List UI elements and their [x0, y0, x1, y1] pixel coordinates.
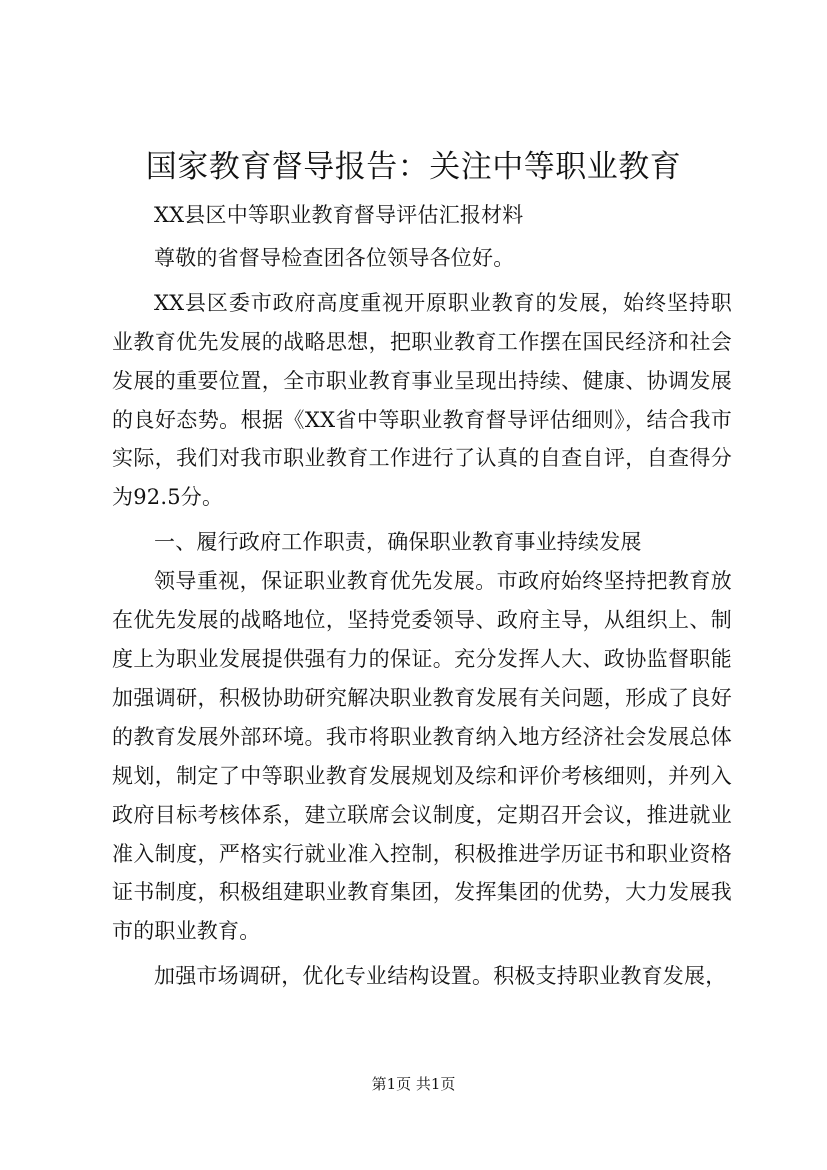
body-paragraph: 加强市场调研，优化专业结构设置。积极支持职业教育发展， — [154, 964, 727, 989]
document-body — [112, 196, 732, 996]
document-title: 国家教育督导报告：关注中等职业教育 — [145, 149, 682, 185]
page-footer: 第1页 共1页 — [371, 1075, 456, 1093]
greeting-line: 尊敬的省督导检查团各位领导各位好。 — [154, 245, 515, 270]
section-heading: 一、履行政府工作职责，确保职业教育事业持续发展 — [154, 530, 642, 555]
body-paragraph: 领导重视，保证职业教育优先发展。市政府始终坚持把教育放在优先发展的战略地位，坚持党委领导、政府主导，从组织上、制度上为职业发展提供强有力的保证。充分发挥人大、政协监督职能加强调研，积极协助研究解决职业教育发展有关问题，形成了良好的教育发展外部环境。我市将职业教育纳入地方经济社会发展总体规划，制定了中等职业教育发展规划及综和评价考核细则，并列入政府目标考核体系，建立联席会议制度，定期召开会议，推进就业准入制度，严格实行就业准入控制，积极推进学历证书和职业资格证书制度，积极组建职业教育集团，发挥集团的优势，大力发展我市的职业教育。 — [112, 569, 732, 944]
body-paragraph: XX县区委市政府高度重视开原职业教育的发展，始终坚持职业教育优先发展的战略思想，把职业教育工作摆在国民经济和社会发展的重要位置，全市职业教育事业呈现出持续、健康、协调发展的良好态势。根据《XX省中等职业教育督导评估细则》，结合我市实际，我们对我市职业教育工作进行了认真的自查自评，自查得分为92.5分。 — [112, 290, 732, 510]
subtitle-line: XX县区中等职业教育督导评估汇报材料 — [154, 203, 524, 227]
